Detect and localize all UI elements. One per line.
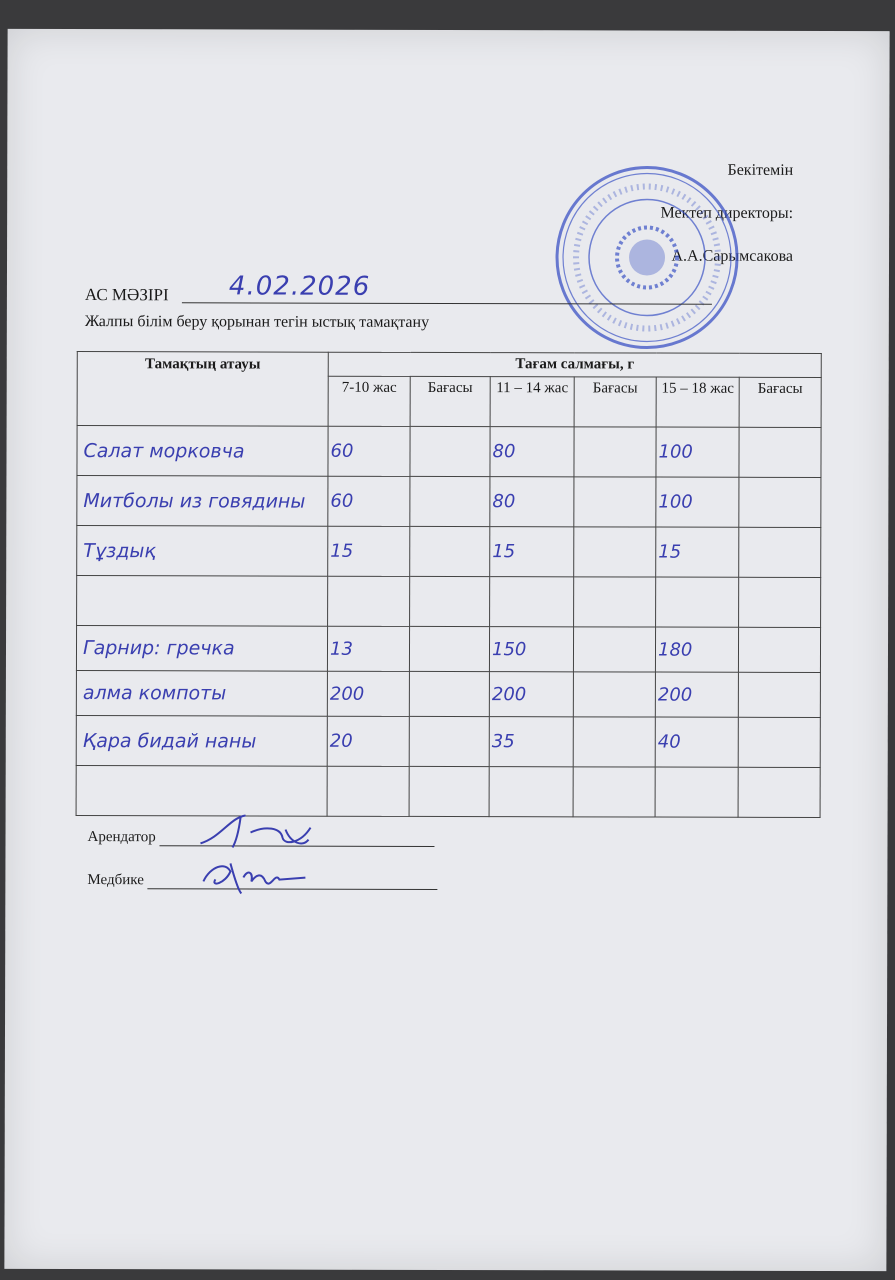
price-11-14-cell [573,672,655,717]
price-15-18-cell [738,717,820,767]
nurse-label: Медбике [87,872,144,889]
col-header-dish-name: Тамақтың атауы [77,352,328,427]
price-15-18-cell [738,767,820,817]
table-row [76,716,820,768]
weight-11-14-cell: 200 [489,672,573,717]
weight-11-14-cell [489,767,573,817]
menu-table [76,351,822,818]
weight-11-14-cell [490,577,574,627]
price-11-14-cell [573,627,655,672]
price-7-10-cell [409,626,489,671]
dish-name-cell: алма компоты [76,671,327,717]
menu-title-underline [182,302,712,304]
price-7-10-cell [409,671,489,716]
weight-15-18-cell: 100 [656,427,739,477]
weight-15-18-cell: 100 [656,477,739,527]
approval-position: Мектеп директоры: [660,204,794,222]
weight-15-18-cell [656,577,739,627]
table-row [76,766,820,818]
price-15-18-cell [738,627,820,672]
table-row [77,426,821,478]
table-row [77,526,821,578]
weight-7-10-cell: 15 [328,526,410,576]
weight-11-14-cell: 80 [490,427,574,477]
weight-7-10-cell: 20 [327,716,409,766]
dish-name-cell [77,576,328,627]
dish-name-cell: Митболы из говядины [77,476,328,527]
weight-15-18-cell: 180 [655,627,738,672]
table-row [76,626,820,673]
weight-11-14-cell: 80 [490,477,574,527]
price-15-18-cell [739,527,821,577]
price-11-14-cell [574,577,656,627]
price-11-14-cell [573,767,655,817]
col-subheader: Бағасы [410,376,490,426]
dish-name-cell: Салат морковча [77,426,328,477]
weight-15-18-cell: 15 [656,527,739,577]
col-header-weight: Тағам салмағы, г [328,352,821,377]
price-11-14-cell [574,527,656,577]
price-15-18-cell [739,477,821,527]
dish-name-cell: Тұздық [77,526,328,577]
weight-15-18-cell [655,767,738,817]
weight-11-14-cell: 35 [489,717,573,767]
weight-15-18-cell: 200 [655,672,738,717]
school-seal-stamp [552,162,742,352]
weight-11-14-cell: 15 [490,527,574,577]
menu-date: 4.02.2026 [228,271,371,302]
weight-7-10-cell: 200 [327,671,409,716]
dish-name-cell: Гарнир: гречка [76,626,327,672]
weight-7-10-cell: 60 [328,426,410,476]
price-11-14-cell [574,427,656,477]
price-7-10-cell [410,526,490,576]
price-7-10-cell [409,766,489,816]
price-15-18-cell [739,577,821,627]
weight-7-10-cell: 13 [327,626,409,671]
menu-subtitle: Жалпы білім беру қорынан тегін ыстық тамақтану [84,313,430,331]
price-15-18-cell [738,672,820,717]
price-7-10-cell [410,426,490,476]
menu-title: АС МӘЗІРІ [84,285,169,305]
table-row [76,671,820,718]
weight-7-10-cell [327,766,409,816]
tenant-signature [190,807,330,857]
menu-document [4,29,889,1271]
col-subheader: 11 – 14 жас [490,377,574,427]
tenant-label: Арендатор [87,829,156,846]
col-subheader: Бағасы [574,377,656,427]
col-subheader: Бағасы [739,377,821,427]
price-7-10-cell [410,476,490,526]
nurse-signature [195,851,315,901]
col-subheader: 15 – 18 жас [656,377,739,427]
price-11-14-cell [574,477,656,527]
col-subheader: 7-10 жас [328,376,410,426]
approval-name: А.А.Сарымсакова [671,247,794,265]
price-11-14-cell [573,717,655,767]
table-row [77,576,821,628]
table-row [77,476,821,528]
dish-name-cell: Қара бидай наны [76,716,327,767]
price-7-10-cell [410,576,490,626]
price-7-10-cell [409,716,489,766]
weight-7-10-cell: 60 [328,476,410,526]
price-15-18-cell [739,427,821,477]
weight-7-10-cell [328,576,410,626]
approval-title: Бекітемін [727,161,794,179]
weight-11-14-cell: 150 [489,627,573,672]
weight-15-18-cell: 40 [655,717,738,767]
